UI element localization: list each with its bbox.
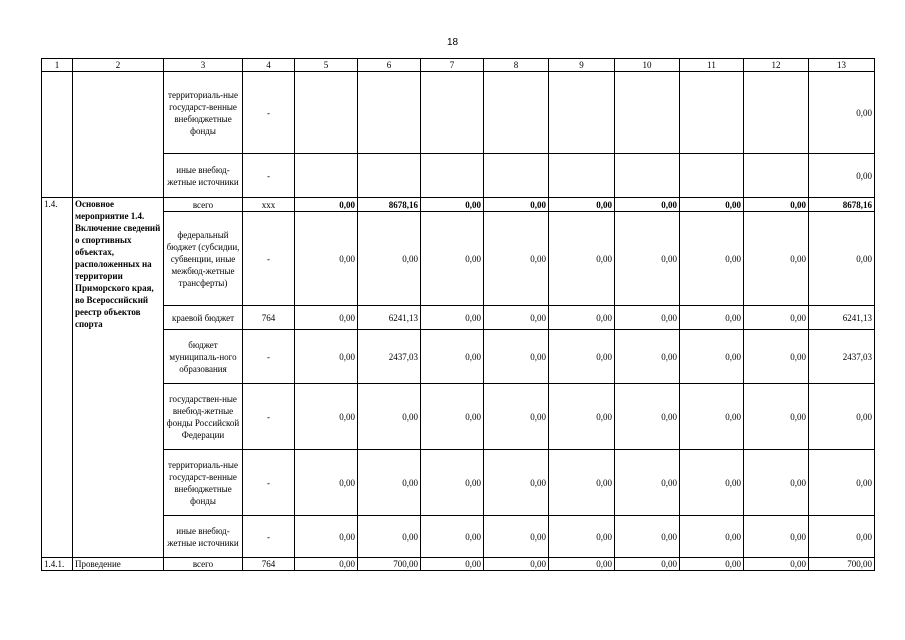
value-cell: 0,00 (421, 450, 484, 516)
value-cell: 0,00 (549, 516, 615, 558)
value-cell: 0,00 (358, 516, 421, 558)
code-cell: - (243, 516, 295, 558)
value-cell (549, 72, 615, 154)
code-cell: - (243, 384, 295, 450)
value-cell: 0,00 (295, 330, 358, 384)
table-row (42, 450, 875, 516)
code-cell: - (243, 450, 295, 516)
funding-source-cell: федеральный бюджет (субсидии, субвенции, иные межбюд-жетные трансферты) (164, 212, 243, 306)
value-cell: 0,00 (549, 212, 615, 306)
value-cell: 0,00 (295, 450, 358, 516)
funding-source-cell: территориаль-ные государст-венные внебюджетные фонды (164, 72, 243, 154)
item-number-cell (42, 72, 73, 198)
page-number: 18 (446, 37, 459, 48)
value-cell: 0,00 (421, 212, 484, 306)
value-cell: 0,00 (421, 198, 484, 212)
code-cell: 764 (243, 558, 295, 571)
value-cell: 0,00 (549, 306, 615, 330)
table-row (42, 558, 875, 571)
code-cell: - (243, 212, 295, 306)
value-cell: 0,00 (744, 384, 809, 450)
value-cell: 0,00 (615, 516, 680, 558)
item-title-cell: Проведение (73, 558, 164, 571)
value-cell: 0,00 (680, 330, 744, 384)
value-cell: 0,00 (421, 558, 484, 571)
total-cell: 0,00 (809, 516, 875, 558)
total-cell: 0,00 (809, 154, 875, 198)
item-title-cell (73, 72, 164, 198)
funding-source-cell: территориаль-ные государст-венные внебюджетные фонды (164, 450, 243, 516)
value-cell: 0,00 (421, 306, 484, 330)
item-number-cell: 1.4. (42, 198, 73, 558)
value-cell: 0,00 (295, 198, 358, 212)
funding-source-cell: краевой бюджет (164, 306, 243, 330)
value-cell: 0,00 (615, 306, 680, 330)
value-cell: 0,00 (549, 198, 615, 212)
value-cell: 0,00 (484, 450, 549, 516)
value-cell (744, 72, 809, 154)
code-cell: - (243, 72, 295, 154)
budget-table (41, 58, 875, 571)
value-cell (615, 72, 680, 154)
item-title-cell: Основное мероприятие 1.4. Включение сведений о спортивных объектах, расположенных на территории Приморского края, во Всероссийский реестр объектов спорта (73, 198, 164, 558)
value-cell: 0,00 (484, 384, 549, 450)
value-cell: 0,00 (295, 306, 358, 330)
column-header: 5 (295, 59, 358, 72)
total-cell: 8678,16 (809, 198, 875, 212)
total-cell: 0,00 (809, 72, 875, 154)
value-cell: 0,00 (295, 384, 358, 450)
code-cell: ххх (243, 198, 295, 212)
value-cell: 0,00 (549, 450, 615, 516)
value-cell (358, 154, 421, 198)
value-cell: 0,00 (680, 516, 744, 558)
total-cell: 0,00 (809, 212, 875, 306)
total-cell: 0,00 (809, 450, 875, 516)
column-header: 9 (549, 59, 615, 72)
funding-source-cell: иные внебюд-жетные источники (164, 154, 243, 198)
value-cell: 0,00 (744, 330, 809, 384)
value-cell (680, 154, 744, 198)
column-header: 10 (615, 59, 680, 72)
funding-source-cell: иные внебюд-жетные источники (164, 516, 243, 558)
value-cell: 0,00 (744, 450, 809, 516)
value-cell: 0,00 (484, 198, 549, 212)
value-cell: 0,00 (484, 330, 549, 384)
column-header: 6 (358, 59, 421, 72)
column-number-row (42, 59, 875, 72)
value-cell: 0,00 (744, 198, 809, 212)
value-cell: 0,00 (744, 558, 809, 571)
value-cell: 0,00 (549, 558, 615, 571)
table-row (42, 384, 875, 450)
value-cell: 6241,13 (358, 306, 421, 330)
value-cell: 0,00 (615, 558, 680, 571)
value-cell: 0,00 (295, 558, 358, 571)
funding-source-cell: бюджет муниципаль-ного образования (164, 330, 243, 384)
value-cell: 0,00 (484, 516, 549, 558)
funding-source-cell: всего (164, 558, 243, 571)
column-header: 11 (680, 59, 744, 72)
value-cell (484, 154, 549, 198)
total-cell: 700,00 (809, 558, 875, 571)
code-cell: - (243, 330, 295, 384)
table-row (42, 306, 875, 330)
column-header: 3 (164, 59, 243, 72)
value-cell: 0,00 (484, 212, 549, 306)
value-cell: 0,00 (680, 212, 744, 306)
value-cell: 0,00 (744, 516, 809, 558)
value-cell: 0,00 (680, 558, 744, 571)
column-header: 2 (73, 59, 164, 72)
value-cell: 0,00 (358, 384, 421, 450)
value-cell: 2437,03 (358, 330, 421, 384)
table-row (42, 516, 875, 558)
value-cell: 0,00 (744, 212, 809, 306)
value-cell (421, 154, 484, 198)
total-cell: 2437,03 (809, 330, 875, 384)
funding-source-cell: государствен-ные внебюд-жетные фонды Российской Федерации (164, 384, 243, 450)
value-cell (295, 154, 358, 198)
column-header: 4 (243, 59, 295, 72)
value-cell: 0,00 (358, 212, 421, 306)
value-cell: 0,00 (295, 212, 358, 306)
item-number-cell: 1.4.1. (42, 558, 73, 571)
value-cell: 0,00 (549, 384, 615, 450)
value-cell (680, 72, 744, 154)
table-row (42, 330, 875, 384)
value-cell (484, 72, 549, 154)
total-cell: 6241,13 (809, 306, 875, 330)
value-cell: 0,00 (615, 198, 680, 212)
total-cell: 0,00 (809, 384, 875, 450)
value-cell: 0,00 (421, 384, 484, 450)
value-cell (295, 72, 358, 154)
value-cell: 0,00 (680, 384, 744, 450)
value-cell: 0,00 (680, 450, 744, 516)
table-row (42, 72, 875, 154)
value-cell (358, 72, 421, 154)
table-row (42, 154, 875, 198)
value-cell: 0,00 (680, 198, 744, 212)
value-cell: 0,00 (484, 306, 549, 330)
value-cell: 0,00 (484, 558, 549, 571)
value-cell: 0,00 (295, 516, 358, 558)
value-cell: 0,00 (549, 330, 615, 384)
column-header: 13 (809, 59, 875, 72)
value-cell (549, 154, 615, 198)
value-cell: 0,00 (744, 306, 809, 330)
value-cell: 0,00 (615, 384, 680, 450)
value-cell: 8678,16 (358, 198, 421, 212)
table-row (42, 198, 875, 212)
column-header: 8 (484, 59, 549, 72)
value-cell: 0,00 (680, 306, 744, 330)
column-header: 1 (42, 59, 73, 72)
value-cell: 700,00 (358, 558, 421, 571)
value-cell (421, 72, 484, 154)
value-cell: 0,00 (615, 450, 680, 516)
table-row (42, 212, 875, 306)
funding-source-cell: всего (164, 198, 243, 212)
value-cell: 0,00 (421, 516, 484, 558)
value-cell (744, 154, 809, 198)
code-cell: - (243, 154, 295, 198)
value-cell: 0,00 (421, 330, 484, 384)
value-cell: 0,00 (615, 330, 680, 384)
code-cell: 764 (243, 306, 295, 330)
column-header: 7 (421, 59, 484, 72)
value-cell: 0,00 (615, 212, 680, 306)
column-header: 12 (744, 59, 809, 72)
value-cell (615, 154, 680, 198)
value-cell: 0,00 (358, 450, 421, 516)
